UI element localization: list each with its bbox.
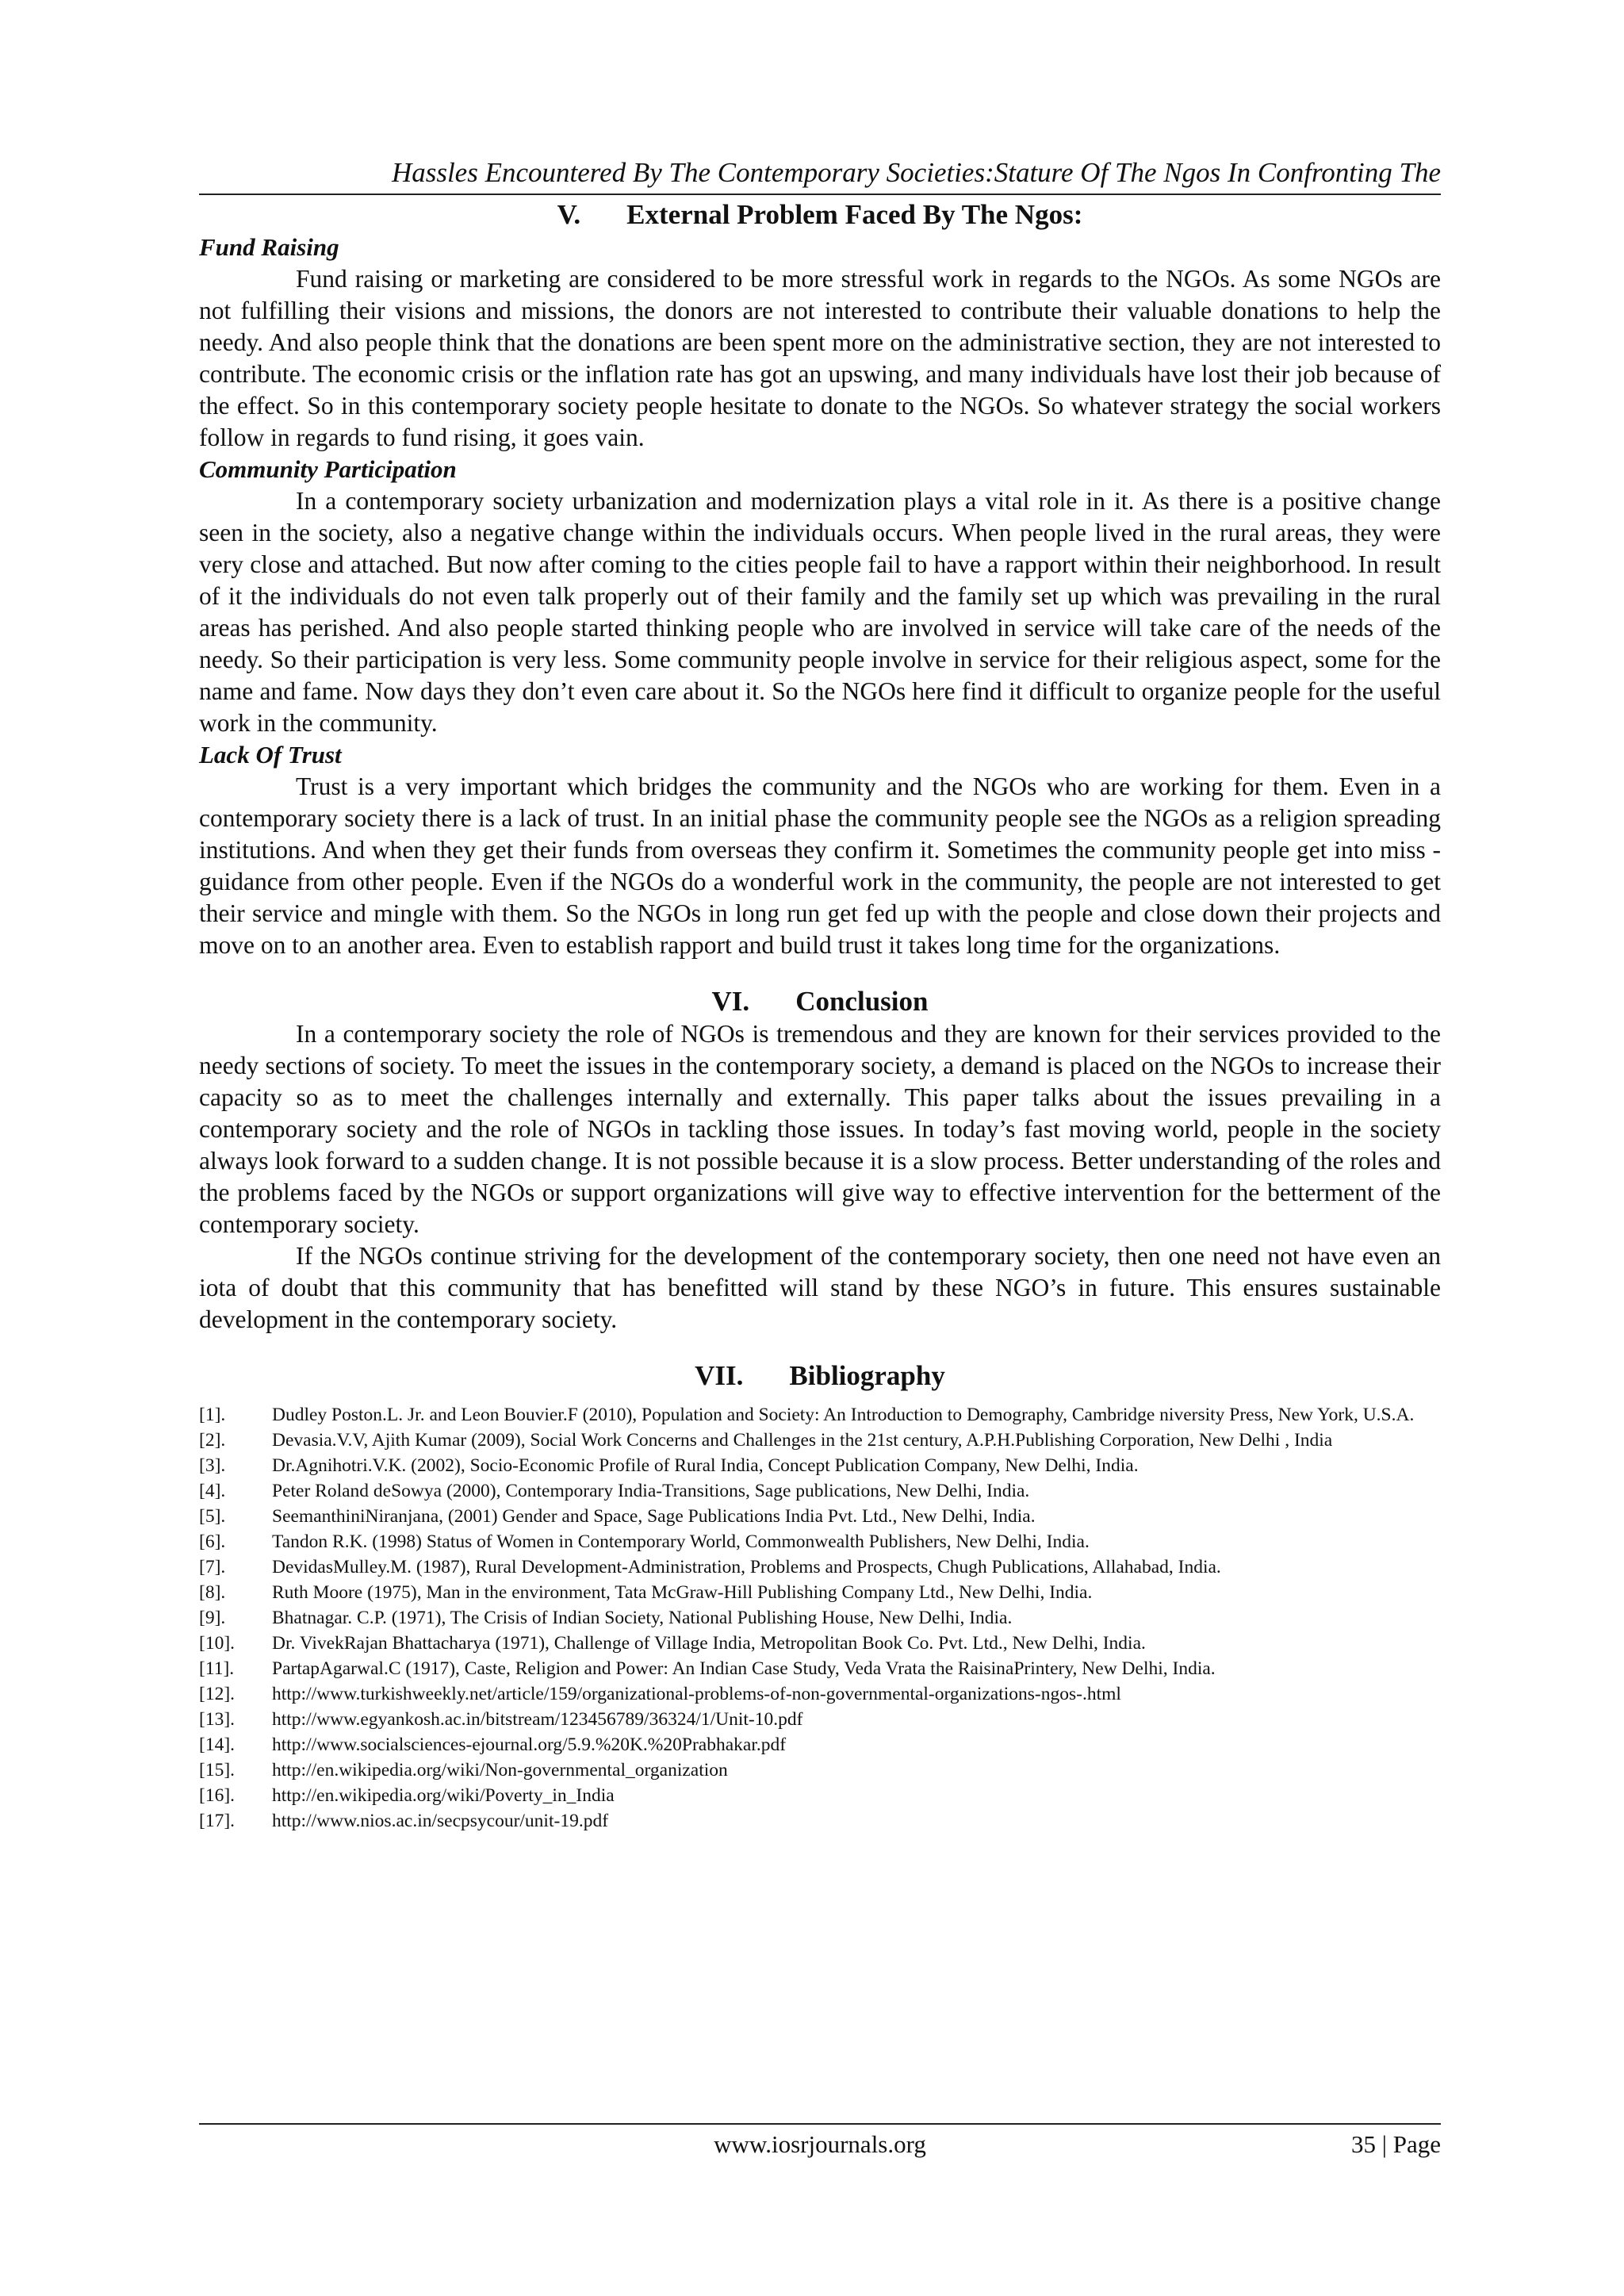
reference-number: [13]. [199, 1709, 236, 1730]
reference-item[interactable] [199, 1732, 1441, 1757]
reference-item [199, 1580, 1441, 1605]
header-rule [199, 194, 1441, 195]
reference-text: Tandon R.K. (1998) Status of Women in Contemporary World, Commonwealth Publishers, New Delhi, India. [272, 1531, 1090, 1552]
reference-item[interactable] [199, 1681, 1441, 1707]
reference-text: http://www.egyankosh.ac.in/bitstream/123456789/36324/1/Unit-10.pdf [272, 1709, 803, 1730]
reference-item [199, 1554, 1441, 1580]
reference-text: Devasia.V.V, Ajith Kumar (2009), Social Work Concerns and Challenges in the 21st century, A.P.H.Publishing Corporation, New Delhi , India [272, 1430, 1333, 1451]
section-title: External Problem Faced By The Ngos: [626, 199, 1083, 230]
reference-text: PartapAgarwal.C (1917), Caste, Religion and Power: An Indian Case Study, Veda Vrata the RaisinaPrintery, New Delhi, India. [272, 1658, 1216, 1679]
reference-number: [6]. [199, 1531, 226, 1552]
subheading-lack-of-trust: Lack Of Trust [199, 741, 342, 769]
reference-number: [1]. [199, 1405, 226, 1425]
footer-url[interactable]: www.iosrjournals.org [714, 2130, 926, 2158]
reference-text: DevidasMulley.M. (1987), Rural Development-Administration, Problems and Prospects, Chugh Publications, Allahabad, India. [272, 1557, 1221, 1577]
reference-item [199, 1402, 1441, 1428]
reference-number: [4]. [199, 1481, 226, 1501]
reference-text: http://www.nios.ac.in/secpsycour/unit-19.pdf [272, 1811, 609, 1831]
reference-number: [8]. [199, 1582, 226, 1603]
reference-text: Bhatnagar. C.P. (1971), The Crisis of Indian Society, National Publishing House, New Delhi, India. [272, 1608, 1013, 1628]
reference-item[interactable] [199, 1783, 1441, 1808]
reference-text: http://en.wikipedia.org/wiki/Non-governmental_organization [272, 1760, 728, 1780]
reference-text: http://www.turkishweekly.net/article/159/organizational-problems-of-non-governmental-organizations-ngos-.html [272, 1684, 1121, 1704]
reference-number: [9]. [199, 1608, 226, 1628]
section-heading-v [199, 198, 1441, 232]
article-body [199, 198, 1441, 1834]
paragraph-conclusion-1: In a contemporary society the role of NGOs is tremendous and they are known for their services provided to the needy sections of society. To meet the issues in the contemporary society, a demand is placed on the NGOs to increase their capacity so as to meet the challenges internally and externally. This paper talks about the issues prevailing in a contemporary society and the role of NGOs in tackling those issues. In today’s fast moving world, people in the society always look forward to a sudden change. It is not possible because it is a slow process. Better understanding of the roles and the problems faced by the NGOs or support organizations will give way to effective intervention for the betterment of the contemporary society. [199, 1020, 1441, 1238]
paragraph-conclusion-2: If the NGOs continue striving for the development of the contemporary society, then one need not have even an iota of doubt that this community that has benefitted will stand by these NGO’s in future. This ensures sustainable development in the contemporary society. [199, 1242, 1441, 1333]
reference-list [199, 1402, 1441, 1834]
reference-text: Dr. VivekRajan Bhattacharya (1971), Challenge of Village India, Metropolitan Book Co. Pvt. Ltd., New Delhi, India. [272, 1633, 1146, 1654]
reference-item [199, 1453, 1441, 1478]
reference-item[interactable] [199, 1808, 1441, 1834]
section-heading-vii [199, 1359, 1441, 1393]
reference-text: Ruth Moore (1975), Man in the environment, Tata McGraw-Hill Publishing Company Ltd., New Delhi, India. [272, 1582, 1093, 1603]
section-number: VII. [695, 1360, 744, 1391]
reference-number: [17]. [199, 1811, 236, 1831]
reference-text: SeemanthiniNiranjana, (2001) Gender and Space, Sage Publications India Pvt. Ltd., New Delhi, India. [272, 1506, 1036, 1527]
reference-number: [3]. [199, 1455, 226, 1476]
page-number: 35 | Page [1351, 2130, 1441, 2158]
reference-item [199, 1478, 1441, 1504]
reference-item [199, 1656, 1441, 1681]
reference-number: [14]. [199, 1734, 236, 1755]
running-header: Hassles Encountered By The Contemporary Societies:Stature Of The Ngos In Confronting The [391, 157, 1441, 188]
footer-rule [199, 2123, 1441, 2125]
reference-text: Dudley Poston.L. Jr. and Leon Bouvier.F (2010), Population and Society: An Introduction to Demography, Cambridge niversity Press, New York, U.S.A. [272, 1405, 1415, 1425]
subheading-community-participation: Community Participation [199, 455, 457, 483]
section-title: Bibliography [789, 1360, 945, 1391]
reference-number: [11]. [199, 1658, 235, 1679]
reference-text: http://www.socialsciences-ejournal.org/5.9.%20K.%20Prabhakar.pdf [272, 1734, 787, 1755]
reference-item [199, 1631, 1441, 1656]
reference-number: [12]. [199, 1684, 236, 1704]
reference-item [199, 1605, 1441, 1631]
reference-text: Dr.Agnihotri.V.K. (2002), Socio-Economic Profile of Rural India, Concept Publication Company, New Delhi, India. [272, 1455, 1139, 1476]
paragraph-community-participation: In a contemporary society urbanization and modernization plays a vital role in it. As there is a positive change seen in the society, also a negative change within the individuals occurs. When people lived in the rural areas, they were very close and attached. But now after coming to the cities people fail to have a rapport within their neighborhood. In result of it the individuals do not even talk properly out of their family and the family set up which was prevailing in the rural areas has perished. And also people started thinking people who are involved in service will take care of the needs of the needy. So their participation is very less. Some community people involve in service for their religious aspect, some for the name and fame. Now days they don’t even care about it. So the NGOs here find it difficult to organize people for the useful work in the community. [199, 487, 1441, 737]
subheading-fund-raising: Fund Raising [199, 233, 339, 261]
reference-number: [10]. [199, 1633, 236, 1654]
section-title: Conclusion [795, 986, 929, 1017]
section-number: V. [557, 199, 581, 230]
reference-number: [2]. [199, 1430, 226, 1451]
reference-text: Peter Roland deSowya (2000), Contemporary India-Transitions, Sage publications, New Delhi, India. [272, 1481, 1030, 1501]
reference-item [199, 1529, 1441, 1554]
paragraph-lack-of-trust: Trust is a very important which bridges the community and the NGOs who are working for them. Even in a contemporary society there is a lack of trust. In an initial phase the community people see the NGOs as a religion spreading institutions. And when they get their funds from overseas they confirm it. Sometimes the community people get into miss -guidance from other people. Even if the NGOs do a wonderful work in the community, the people are not interested to get their service and mingle with them. So the NGOs in long run get fed up with the people and close down their projects and move on to an another area. Even to establish rapport and build trust it takes long time for the organizations. [199, 772, 1441, 959]
reference-item [199, 1428, 1441, 1453]
reference-item[interactable] [199, 1757, 1441, 1783]
reference-number: [16]. [199, 1785, 236, 1806]
section-number: VI. [711, 986, 750, 1017]
section-heading-vi [199, 985, 1441, 1018]
reference-text: http://en.wikipedia.org/wiki/Poverty_in_India [272, 1785, 615, 1806]
reference-item[interactable] [199, 1707, 1441, 1732]
reference-number: [5]. [199, 1506, 226, 1527]
paragraph-fund-raising: Fund raising or marketing are considered to be more stressful work in regards to the NGOs. As some NGOs are not fulfilling their visions and missions, the donors are not interested to contribute their valuable donations to help the needy. And also people think that the donations are been spent more on the administrative section, they are not interested to contribute. The economic crisis or the inflation rate has got an upswing, and many individuals have lost their job because of the effect. So in this contemporary society people hesitate to donate to the NGOs. So whatever strategy the social workers follow in regards to fund rising, it goes vain. [199, 265, 1441, 451]
reference-item [199, 1504, 1441, 1529]
reference-number: [15]. [199, 1760, 236, 1780]
reference-number: [7]. [199, 1557, 226, 1577]
